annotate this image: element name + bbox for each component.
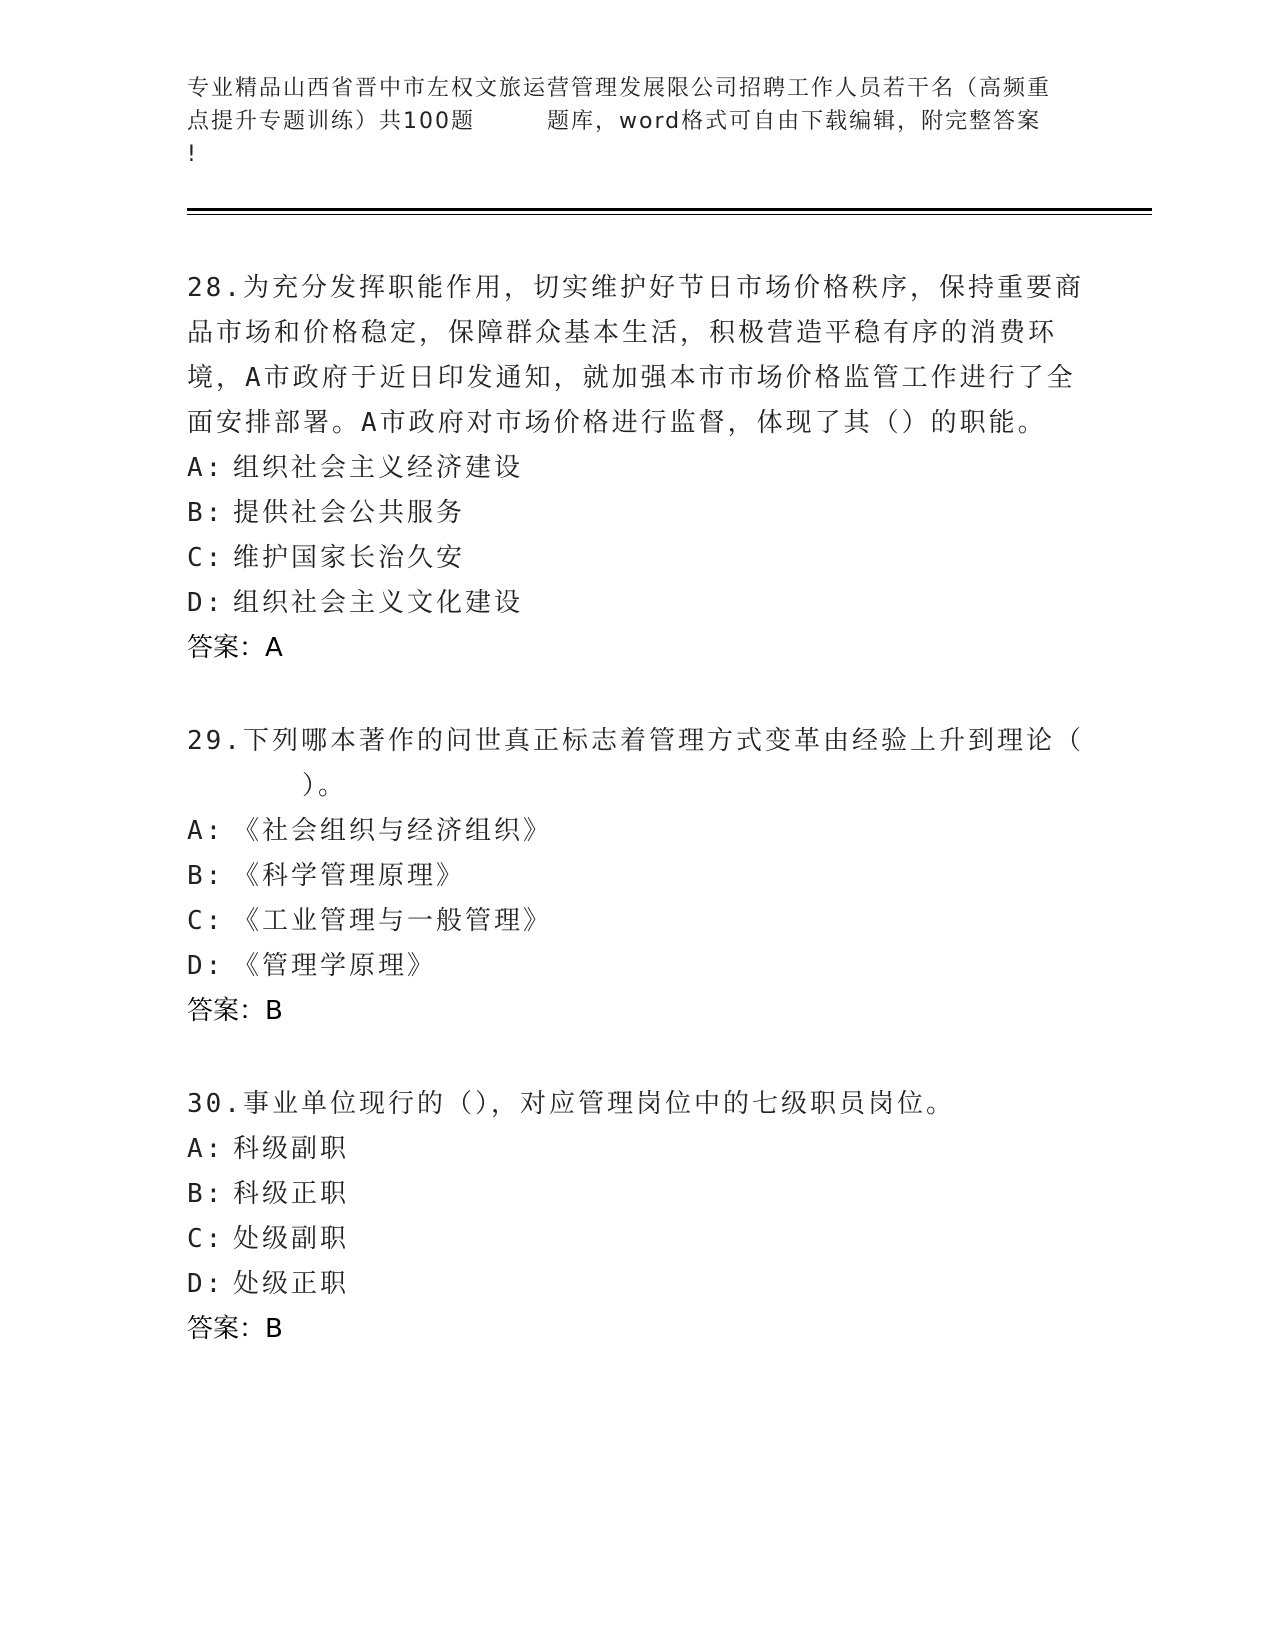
option-letter: B: <box>187 1179 225 1209</box>
option-text: 维护国家长治久安 <box>233 543 466 573</box>
option-letter: A: <box>187 816 225 846</box>
option-text: 《科学管理原理》 <box>233 861 466 891</box>
option-text: 处级正职 <box>233 1269 350 1299</box>
option-c <box>187 899 1087 944</box>
question-29 <box>187 719 1087 1034</box>
option-text: 《管理学原理》 <box>233 951 437 981</box>
answer-label: 答案：A <box>187 633 283 663</box>
option-letter: C: <box>187 543 225 573</box>
question-list <box>187 266 1087 1400</box>
header-line: 专业精品山西省晋中市左权文旅运营管理发展限公司招聘工作人员若干名（高频重 <box>187 76 1052 101</box>
option-text: 处级副职 <box>233 1224 350 1254</box>
header-divider-thick <box>187 208 1152 211</box>
option-d <box>187 1262 1087 1307</box>
option-c <box>187 536 1087 581</box>
question-stem: 30.事业单位现行的（），对应管理岗位中的七级职员岗位。 <box>187 1089 955 1119</box>
option-b <box>187 854 1087 899</box>
option-text: 科级正职 <box>233 1179 350 1209</box>
document-header <box>187 72 1087 171</box>
option-letter: D: <box>187 1269 225 1299</box>
option-text: 组织社会主义经济建设 <box>233 453 524 483</box>
question-stem: 28.为充分发挥职能作用，切实维护好节日市场价格秩序，保持重要商品市场和价格稳定，保障群众基本生活，积极营造平稳有序的消费环境，A市政府于近日印发通知，就加强本市市场价格监管工作进行了全面安排部署。A市政府对市场价格进行监督，体现了其（）的职能。 <box>187 273 1084 438</box>
question-28 <box>187 266 1087 671</box>
option-text: 《工业管理与一般管理》 <box>233 906 553 936</box>
option-letter: C: <box>187 906 225 936</box>
option-b <box>187 491 1087 536</box>
header-line: 点提升专题训练）共100题 题库，word格式可自由下载编辑，附完整答案 <box>187 109 1042 134</box>
question-30 <box>187 1082 1087 1352</box>
option-text: 《社会组织与经济组织》 <box>233 816 553 846</box>
option-a <box>187 809 1087 854</box>
option-text: 科级副职 <box>233 1134 350 1164</box>
option-letter: A: <box>187 453 225 483</box>
option-text: 提供社会公共服务 <box>233 498 466 528</box>
option-letter: B: <box>187 861 225 891</box>
option-a <box>187 1127 1087 1172</box>
option-letter: D: <box>187 588 225 618</box>
option-c <box>187 1217 1087 1262</box>
header-divider-thin <box>187 214 1152 215</box>
option-a <box>187 446 1087 491</box>
option-b <box>187 1172 1087 1217</box>
option-d <box>187 944 1087 989</box>
question-stem-tail: ）。 <box>302 771 348 801</box>
option-letter: B: <box>187 498 225 528</box>
option-d <box>187 581 1087 626</box>
answer-label: 答案：B <box>187 1314 283 1344</box>
option-letter: A: <box>187 1134 225 1164</box>
option-text: 组织社会主义文化建设 <box>233 588 524 618</box>
option-letter: C: <box>187 1224 225 1254</box>
answer-label: 答案：B <box>187 996 283 1026</box>
question-stem: 29.下列哪本著作的问世真正标志着管理方式变革由经验上升到理论（ <box>187 726 1084 756</box>
option-letter: D: <box>187 951 225 981</box>
header-line: ! <box>187 142 198 167</box>
